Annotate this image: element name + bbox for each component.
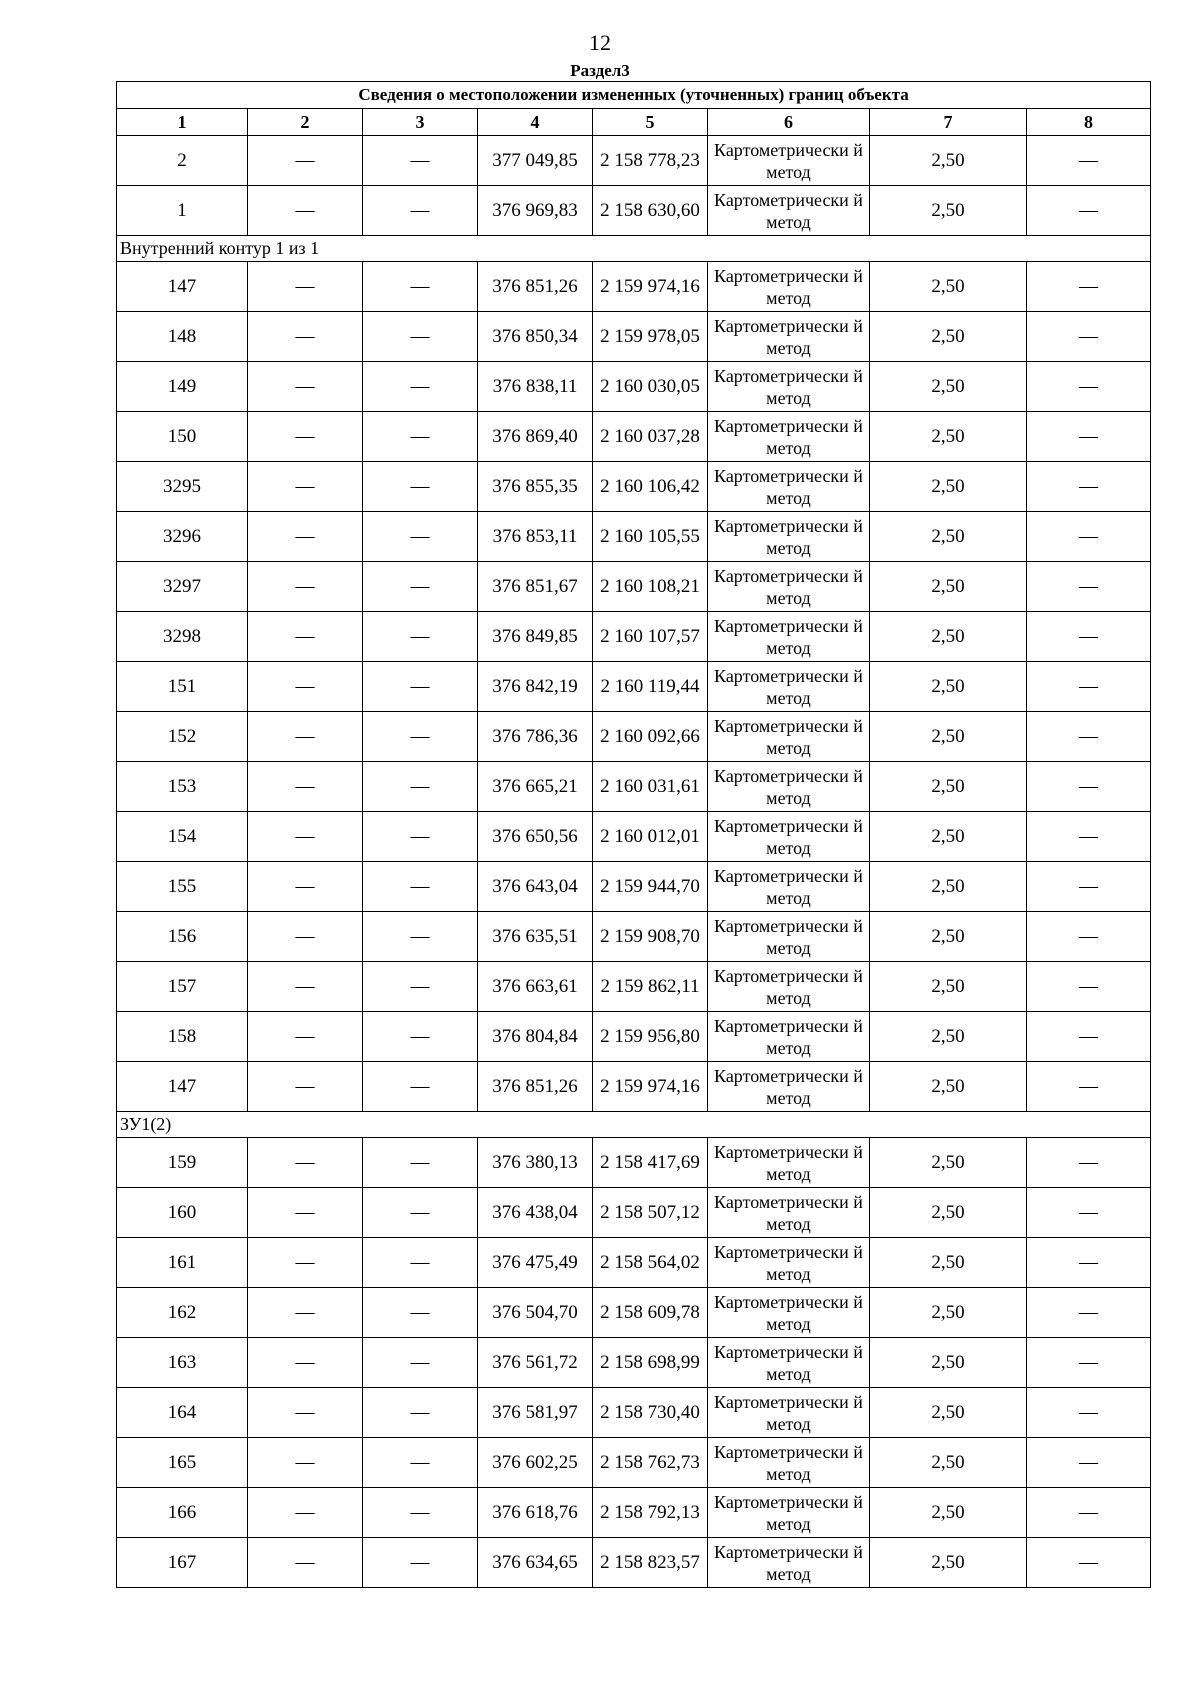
column-header: 3 xyxy=(363,109,478,136)
col2-cell: — xyxy=(248,462,363,512)
method-cell: Картометрически й метод xyxy=(708,962,870,1012)
point-number-cell: 151 xyxy=(117,662,248,712)
point-number-cell: 159 xyxy=(117,1138,248,1188)
x-coordinate-cell: 376 851,26 xyxy=(478,262,593,312)
col8-cell: — xyxy=(1027,712,1151,762)
y-coordinate-cell: 2 159 956,80 xyxy=(593,1012,708,1062)
col3-cell: — xyxy=(363,1062,478,1112)
method-cell: Картометрически й метод xyxy=(708,1538,870,1588)
col3-cell: — xyxy=(363,612,478,662)
col8-cell: — xyxy=(1027,1238,1151,1288)
table-row xyxy=(117,962,1151,1012)
accuracy-cell: 2,50 xyxy=(870,1188,1027,1238)
table-row xyxy=(117,1388,1151,1438)
x-coordinate-cell: 376 849,85 xyxy=(478,612,593,662)
y-coordinate-cell: 2 159 862,11 xyxy=(593,962,708,1012)
y-coordinate-cell: 2 160 108,21 xyxy=(593,562,708,612)
method-cell: Картометрически й метод xyxy=(708,1338,870,1388)
method-cell: Картометрически й метод xyxy=(708,712,870,762)
method-cell: Картометрически й метод xyxy=(708,662,870,712)
table-row xyxy=(117,136,1151,186)
x-coordinate-cell: 376 804,84 xyxy=(478,1012,593,1062)
col3-cell: — xyxy=(363,362,478,412)
table-row xyxy=(117,1062,1151,1112)
point-number-cell: 3296 xyxy=(117,512,248,562)
col8-cell: — xyxy=(1027,1062,1151,1112)
table-row xyxy=(117,462,1151,512)
col2-cell: — xyxy=(248,362,363,412)
y-coordinate-cell: 2 158 564,02 xyxy=(593,1238,708,1288)
col8-cell: — xyxy=(1027,962,1151,1012)
col8-cell: — xyxy=(1027,662,1151,712)
col8-cell: — xyxy=(1027,1438,1151,1488)
point-number-cell: 3295 xyxy=(117,462,248,512)
x-coordinate-cell: 377 049,85 xyxy=(478,136,593,186)
col2-cell: — xyxy=(248,862,363,912)
y-coordinate-cell: 2 158 792,13 xyxy=(593,1488,708,1538)
accuracy-cell: 2,50 xyxy=(870,1012,1027,1062)
column-header: 5 xyxy=(593,109,708,136)
col3-cell: — xyxy=(363,412,478,462)
accuracy-cell: 2,50 xyxy=(870,262,1027,312)
y-coordinate-cell: 2 158 698,99 xyxy=(593,1338,708,1388)
table-row xyxy=(117,662,1151,712)
col3-cell: — xyxy=(363,1188,478,1238)
method-cell: Картометрически й метод xyxy=(708,1138,870,1188)
method-cell: Картометрически й метод xyxy=(708,1438,870,1488)
point-number-cell: 162 xyxy=(117,1288,248,1338)
col2-cell: — xyxy=(248,1338,363,1388)
table-row xyxy=(117,912,1151,962)
accuracy-cell: 2,50 xyxy=(870,1538,1027,1588)
y-coordinate-cell: 2 160 012,01 xyxy=(593,812,708,862)
point-number-cell: 149 xyxy=(117,362,248,412)
x-coordinate-cell: 376 665,21 xyxy=(478,762,593,812)
col2-cell: — xyxy=(248,762,363,812)
table-row xyxy=(117,362,1151,412)
table-row xyxy=(117,712,1151,762)
y-coordinate-cell: 2 158 823,57 xyxy=(593,1538,708,1588)
accuracy-cell: 2,50 xyxy=(870,562,1027,612)
col8-cell: — xyxy=(1027,1188,1151,1238)
y-coordinate-cell: 2 158 730,40 xyxy=(593,1388,708,1438)
col3-cell: — xyxy=(363,762,478,812)
point-number-cell: 155 xyxy=(117,862,248,912)
col8-cell: — xyxy=(1027,912,1151,962)
col3-cell: — xyxy=(363,1538,478,1588)
col2-cell: — xyxy=(248,1188,363,1238)
x-coordinate-cell: 376 635,51 xyxy=(478,912,593,962)
col2-cell: — xyxy=(248,712,363,762)
table-row xyxy=(117,1138,1151,1188)
accuracy-cell: 2,50 xyxy=(870,412,1027,462)
col3-cell: — xyxy=(363,1138,478,1188)
col3-cell: — xyxy=(363,562,478,612)
point-number-cell: 153 xyxy=(117,762,248,812)
col8-cell: — xyxy=(1027,1138,1151,1188)
column-header: 6 xyxy=(708,109,870,136)
method-cell: Картометрически й метод xyxy=(708,812,870,862)
col8-cell: — xyxy=(1027,312,1151,362)
method-cell: Картометрически й метод xyxy=(708,862,870,912)
point-number-cell: 158 xyxy=(117,1012,248,1062)
col3-cell: — xyxy=(363,1012,478,1062)
col8-cell: — xyxy=(1027,612,1151,662)
table-row xyxy=(117,412,1151,462)
point-number-cell: 147 xyxy=(117,262,248,312)
y-coordinate-cell: 2 158 417,69 xyxy=(593,1138,708,1188)
col2-cell: — xyxy=(248,1388,363,1438)
method-cell: Картометрически й метод xyxy=(708,362,870,412)
method-cell: Картометрически й метод xyxy=(708,186,870,236)
col3-cell: — xyxy=(363,186,478,236)
x-coordinate-cell: 376 838,11 xyxy=(478,362,593,412)
point-number-cell: 3298 xyxy=(117,612,248,662)
table-row xyxy=(117,1538,1151,1588)
accuracy-cell: 2,50 xyxy=(870,136,1027,186)
y-coordinate-cell: 2 159 974,16 xyxy=(593,262,708,312)
page-number: 12 xyxy=(589,30,611,55)
point-number-cell: 2 xyxy=(117,136,248,186)
y-coordinate-cell: 2 158 630,60 xyxy=(593,186,708,236)
col8-cell: — xyxy=(1027,812,1151,862)
table-row xyxy=(117,612,1151,662)
table-row xyxy=(117,1338,1151,1388)
point-number-cell: 165 xyxy=(117,1438,248,1488)
col3-cell: — xyxy=(363,1288,478,1338)
method-cell: Картометрически й метод xyxy=(708,762,870,812)
col2-cell: — xyxy=(248,1238,363,1288)
x-coordinate-cell: 376 663,61 xyxy=(478,962,593,1012)
col2-cell: — xyxy=(248,1488,363,1538)
accuracy-cell: 2,50 xyxy=(870,186,1027,236)
x-coordinate-cell: 376 851,26 xyxy=(478,1062,593,1112)
accuracy-cell: 2,50 xyxy=(870,762,1027,812)
point-number-cell: 152 xyxy=(117,712,248,762)
accuracy-cell: 2,50 xyxy=(870,1288,1027,1338)
y-coordinate-cell: 2 160 106,42 xyxy=(593,462,708,512)
x-coordinate-cell: 376 475,49 xyxy=(478,1238,593,1288)
table-body xyxy=(117,136,1151,1588)
col2-cell: — xyxy=(248,812,363,862)
method-cell: Картометрически й метод xyxy=(708,312,870,362)
col2-cell: — xyxy=(248,912,363,962)
col8-cell: — xyxy=(1027,136,1151,186)
method-cell: Картометрически й метод xyxy=(708,1062,870,1112)
accuracy-cell: 2,50 xyxy=(870,812,1027,862)
table-caption: Сведения о местоположении измененных (уточненных) границ объекта xyxy=(117,82,1151,109)
y-coordinate-cell: 2 158 507,12 xyxy=(593,1188,708,1238)
col2-cell: — xyxy=(248,562,363,612)
y-coordinate-cell: 2 159 908,70 xyxy=(593,912,708,962)
y-coordinate-cell: 2 160 092,66 xyxy=(593,712,708,762)
method-cell: Картометрически й метод xyxy=(708,512,870,562)
accuracy-cell: 2,50 xyxy=(870,712,1027,762)
accuracy-cell: 2,50 xyxy=(870,362,1027,412)
y-coordinate-cell: 2 159 974,16 xyxy=(593,1062,708,1112)
x-coordinate-cell: 376 650,56 xyxy=(478,812,593,862)
x-coordinate-cell: 376 850,34 xyxy=(478,312,593,362)
col3-cell: — xyxy=(363,1238,478,1288)
column-header: 8 xyxy=(1027,109,1151,136)
table-row xyxy=(117,186,1151,236)
column-header: 7 xyxy=(870,109,1027,136)
table-row xyxy=(117,512,1151,562)
col8-cell: — xyxy=(1027,262,1151,312)
col8-cell: — xyxy=(1027,186,1151,236)
col3-cell: — xyxy=(363,962,478,1012)
point-number-cell: 1 xyxy=(117,186,248,236)
point-number-cell: 160 xyxy=(117,1188,248,1238)
col3-cell: — xyxy=(363,312,478,362)
col8-cell: — xyxy=(1027,1538,1151,1588)
col8-cell: — xyxy=(1027,1288,1151,1338)
point-number-cell: 150 xyxy=(117,412,248,462)
x-coordinate-cell: 376 869,40 xyxy=(478,412,593,462)
method-cell: Картометрически й метод xyxy=(708,1238,870,1288)
y-coordinate-cell: 2 160 105,55 xyxy=(593,512,708,562)
col2-cell: — xyxy=(248,1062,363,1112)
accuracy-cell: 2,50 xyxy=(870,962,1027,1012)
table-row xyxy=(117,812,1151,862)
x-coordinate-cell: 376 786,36 xyxy=(478,712,593,762)
col2-cell: — xyxy=(248,186,363,236)
col3-cell: — xyxy=(363,712,478,762)
point-number-cell: 167 xyxy=(117,1538,248,1588)
accuracy-cell: 2,50 xyxy=(870,1438,1027,1488)
y-coordinate-cell: 2 160 107,57 xyxy=(593,612,708,662)
method-cell: Картометрически й метод xyxy=(708,412,870,462)
y-coordinate-cell: 2 158 609,78 xyxy=(593,1288,708,1338)
contour-label: Внутренний контур 1 из 1 xyxy=(117,236,1151,262)
col8-cell: — xyxy=(1027,1488,1151,1538)
col3-cell: — xyxy=(363,1488,478,1538)
point-number-cell: 161 xyxy=(117,1238,248,1288)
accuracy-cell: 2,50 xyxy=(870,1238,1027,1288)
accuracy-cell: 2,50 xyxy=(870,862,1027,912)
point-number-cell: 157 xyxy=(117,962,248,1012)
y-coordinate-cell: 2 158 762,73 xyxy=(593,1438,708,1488)
point-number-cell: 154 xyxy=(117,812,248,862)
y-coordinate-cell: 2 160 030,05 xyxy=(593,362,708,412)
accuracy-cell: 2,50 xyxy=(870,1138,1027,1188)
x-coordinate-cell: 376 504,70 xyxy=(478,1288,593,1338)
table-row xyxy=(117,312,1151,362)
col2-cell: — xyxy=(248,1012,363,1062)
table-row xyxy=(117,1488,1151,1538)
method-cell: Картометрически й метод xyxy=(708,462,870,512)
x-coordinate-cell: 376 842,19 xyxy=(478,662,593,712)
point-number-cell: 156 xyxy=(117,912,248,962)
table-row xyxy=(117,862,1151,912)
table-row xyxy=(117,1012,1151,1062)
col2-cell: — xyxy=(248,412,363,462)
col8-cell: — xyxy=(1027,1388,1151,1438)
col8-cell: — xyxy=(1027,762,1151,812)
col2-cell: — xyxy=(248,312,363,362)
col3-cell: — xyxy=(363,512,478,562)
contour-label-row xyxy=(117,1112,1151,1138)
x-coordinate-cell: 376 634,65 xyxy=(478,1538,593,1588)
point-number-cell: 148 xyxy=(117,312,248,362)
table-row xyxy=(117,1238,1151,1288)
col3-cell: — xyxy=(363,136,478,186)
table-row xyxy=(117,262,1151,312)
col3-cell: — xyxy=(363,262,478,312)
accuracy-cell: 2,50 xyxy=(870,1488,1027,1538)
x-coordinate-cell: 376 853,11 xyxy=(478,512,593,562)
method-cell: Картометрически й метод xyxy=(708,1488,870,1538)
accuracy-cell: 2,50 xyxy=(870,662,1027,712)
col3-cell: — xyxy=(363,912,478,962)
point-number-cell: 166 xyxy=(117,1488,248,1538)
method-cell: Картометрически й метод xyxy=(708,1288,870,1338)
method-cell: Картометрически й метод xyxy=(708,1388,870,1438)
col2-cell: — xyxy=(248,962,363,1012)
col8-cell: — xyxy=(1027,1338,1151,1388)
col2-cell: — xyxy=(248,662,363,712)
accuracy-cell: 2,50 xyxy=(870,1062,1027,1112)
y-coordinate-cell: 2 158 778,23 xyxy=(593,136,708,186)
x-coordinate-cell: 376 618,76 xyxy=(478,1488,593,1538)
y-coordinate-cell: 2 159 978,05 xyxy=(593,312,708,362)
point-number-cell: 163 xyxy=(117,1338,248,1388)
method-cell: Картометрически й метод xyxy=(708,262,870,312)
x-coordinate-cell: 376 380,13 xyxy=(478,1138,593,1188)
accuracy-cell: 2,50 xyxy=(870,612,1027,662)
table-row xyxy=(117,1288,1151,1338)
col8-cell: — xyxy=(1027,562,1151,612)
method-cell: Картометрически й метод xyxy=(708,912,870,962)
col2-cell: — xyxy=(248,1438,363,1488)
col3-cell: — xyxy=(363,662,478,712)
method-cell: Картометрически й метод xyxy=(708,1188,870,1238)
x-coordinate-cell: 376 581,97 xyxy=(478,1388,593,1438)
col2-cell: — xyxy=(248,262,363,312)
y-coordinate-cell: 2 159 944,70 xyxy=(593,862,708,912)
col2-cell: — xyxy=(248,612,363,662)
table-row xyxy=(117,1438,1151,1488)
col8-cell: — xyxy=(1027,362,1151,412)
section-title: Раздел3 xyxy=(570,61,630,80)
method-cell: Картометрически й метод xyxy=(708,136,870,186)
col2-cell: — xyxy=(248,136,363,186)
table-row xyxy=(117,562,1151,612)
col8-cell: — xyxy=(1027,1012,1151,1062)
accuracy-cell: 2,50 xyxy=(870,1338,1027,1388)
col3-cell: — xyxy=(363,862,478,912)
x-coordinate-cell: 376 438,04 xyxy=(478,1188,593,1238)
boundary-coordinates-table xyxy=(116,81,1151,1588)
contour-label: ЗУ1(2) xyxy=(117,1112,1151,1138)
accuracy-cell: 2,50 xyxy=(870,912,1027,962)
col2-cell: — xyxy=(248,512,363,562)
point-number-cell: 3297 xyxy=(117,562,248,612)
accuracy-cell: 2,50 xyxy=(870,512,1027,562)
col2-cell: — xyxy=(248,1138,363,1188)
accuracy-cell: 2,50 xyxy=(870,312,1027,362)
col8-cell: — xyxy=(1027,512,1151,562)
col3-cell: — xyxy=(363,1438,478,1488)
y-coordinate-cell: 2 160 037,28 xyxy=(593,412,708,462)
column-header: 4 xyxy=(478,109,593,136)
method-cell: Картометрически й метод xyxy=(708,612,870,662)
method-cell: Картометрически й метод xyxy=(708,562,870,612)
contour-label-row xyxy=(117,236,1151,262)
col3-cell: — xyxy=(363,1388,478,1438)
col3-cell: — xyxy=(363,462,478,512)
column-header: 2 xyxy=(248,109,363,136)
accuracy-cell: 2,50 xyxy=(870,462,1027,512)
point-number-cell: 147 xyxy=(117,1062,248,1112)
x-coordinate-cell: 376 855,35 xyxy=(478,462,593,512)
col3-cell: — xyxy=(363,812,478,862)
column-header-row xyxy=(117,109,1151,136)
accuracy-cell: 2,50 xyxy=(870,1388,1027,1438)
col3-cell: — xyxy=(363,1338,478,1388)
y-coordinate-cell: 2 160 119,44 xyxy=(593,662,708,712)
x-coordinate-cell: 376 643,04 xyxy=(478,862,593,912)
y-coordinate-cell: 2 160 031,61 xyxy=(593,762,708,812)
x-coordinate-cell: 376 969,83 xyxy=(478,186,593,236)
x-coordinate-cell: 376 561,72 xyxy=(478,1338,593,1388)
col2-cell: — xyxy=(248,1288,363,1338)
table-row xyxy=(117,762,1151,812)
point-number-cell: 164 xyxy=(117,1388,248,1438)
method-cell: Картометрически й метод xyxy=(708,1012,870,1062)
col8-cell: — xyxy=(1027,412,1151,462)
col2-cell: — xyxy=(248,1538,363,1588)
x-coordinate-cell: 376 602,25 xyxy=(478,1438,593,1488)
col8-cell: — xyxy=(1027,462,1151,512)
col8-cell: — xyxy=(1027,862,1151,912)
table-row xyxy=(117,1188,1151,1238)
x-coordinate-cell: 376 851,67 xyxy=(478,562,593,612)
column-header: 1 xyxy=(117,109,248,136)
